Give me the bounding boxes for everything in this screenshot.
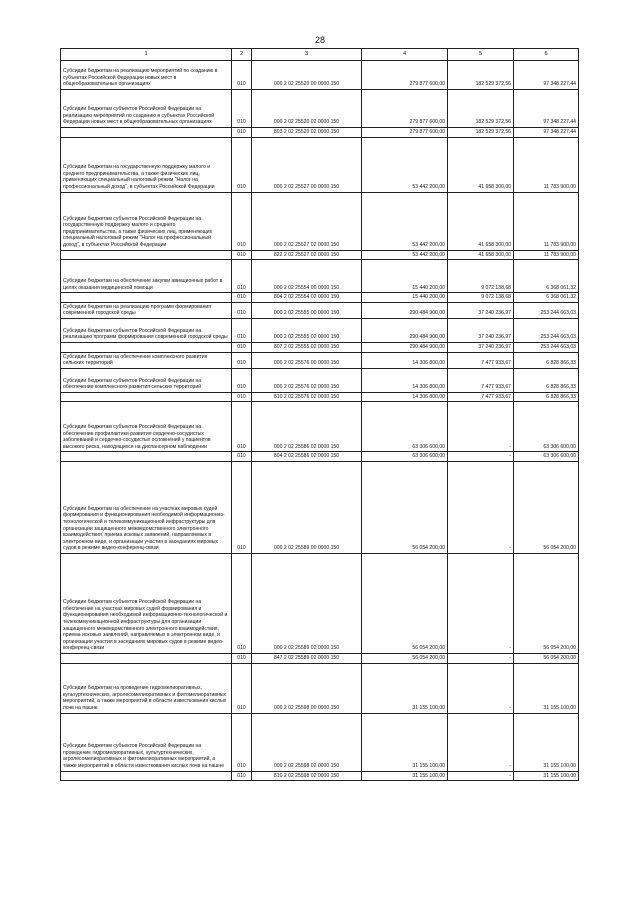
row-code: 804 2 02 25586 02 0000 150 bbox=[252, 452, 362, 462]
table-row bbox=[61, 250, 579, 260]
row-value-approved: 279 877 600,00 bbox=[362, 90, 448, 128]
table-row bbox=[61, 192, 579, 250]
column-header: 6 bbox=[514, 49, 579, 61]
row-chapter: 010 bbox=[232, 402, 252, 452]
row-value-executed: - bbox=[448, 771, 514, 781]
row-code: 000 2 02 25555 00 0000 150 bbox=[252, 302, 362, 318]
row-chapter: 010 bbox=[232, 319, 252, 343]
row-value-unexecuted: 6 828 866,33 bbox=[514, 368, 579, 392]
row-name: Субсидии бюджетам на проведение гидромелиоративных, культуртехнических, агролесомелиоративных и фитомелиоративных мероприятий, а также мероприятий в области известкования кислых почв на пашне bbox=[61, 663, 232, 713]
row-code: 000 2 02 25527 00 0000 150 bbox=[252, 137, 362, 192]
row-name: Субсидии бюджетам на реализацию мероприятий по созданию в субъектах Российской Федерации новых мест в общеобразовательных организациях bbox=[61, 61, 232, 90]
row-code: 847 2 02 25589 02 0000 150 bbox=[252, 654, 362, 664]
row-name: Субсидии бюджетам субъектов Российской Федерации на обеспечение профилактики развития сердечно-сосудистых заболеваний и сердечно-сосудистых осложнений у пациентов высокого риска, находящихся на диспансерном наблюдении bbox=[61, 402, 232, 452]
row-value-executed: 41 658 300,00 bbox=[448, 137, 514, 192]
row-value-unexecuted: 63 306 600,00 bbox=[514, 452, 579, 462]
row-code: 000 2 02 25555 02 0000 150 bbox=[252, 319, 362, 343]
header-row bbox=[61, 49, 579, 61]
row-value-unexecuted: 11 783 900,00 bbox=[514, 137, 579, 192]
row-name: Субсидии бюджетам на реализацию программ формирования современной городской среды bbox=[61, 302, 232, 318]
row-value-approved: 15 440 200,00 bbox=[362, 293, 448, 303]
row-value-unexecuted: 11 783 900,00 bbox=[514, 250, 579, 260]
row-value-executed: 7 477 933,67 bbox=[448, 352, 514, 368]
row-value-unexecuted: 63 306 600,00 bbox=[514, 402, 579, 452]
column-header: 3 bbox=[252, 49, 362, 61]
table-row bbox=[61, 713, 579, 771]
table-row bbox=[61, 402, 579, 452]
row-value-approved: 14 306 800,00 bbox=[362, 352, 448, 368]
row-code: 000 2 02 25554 00 0000 150 bbox=[252, 260, 362, 293]
row-value-unexecuted: 97 348 227,44 bbox=[514, 90, 579, 128]
row-code: 807 2 02 25555 02 0000 150 bbox=[252, 343, 362, 353]
row-value-unexecuted: 56 054 200,00 bbox=[514, 554, 579, 654]
row-name: Субсидии бюджетам на государственную поддержку малого и среднего предпринимательства, а также физических лиц, применяющих специальный налоговый режим "Налог на профессиональный доход", в субъектах Российской Федерации bbox=[61, 137, 232, 192]
row-code: 000 2 02 25598 02 0000 150 bbox=[252, 713, 362, 771]
row-name bbox=[61, 293, 232, 303]
row-value-executed: 7 477 933,67 bbox=[448, 392, 514, 402]
row-value-approved: 56 054 200,00 bbox=[362, 462, 448, 554]
row-value-unexecuted: 31 155 100,00 bbox=[514, 663, 579, 713]
row-value-executed: - bbox=[448, 554, 514, 654]
row-value-executed: 9 072 138,68 bbox=[448, 260, 514, 293]
row-value-unexecuted: 253 244 663,03 bbox=[514, 302, 579, 318]
row-value-executed: 37 240 236,97 bbox=[448, 343, 514, 353]
row-name bbox=[61, 250, 232, 260]
row-value-unexecuted: 6 828 866,33 bbox=[514, 392, 579, 402]
row-value-executed: 41 658 300,00 bbox=[448, 192, 514, 250]
row-chapter: 010 bbox=[232, 293, 252, 303]
row-code: 810 2 02 25598 02 0000 150 bbox=[252, 771, 362, 781]
row-chapter: 010 bbox=[232, 713, 252, 771]
row-name bbox=[61, 452, 232, 462]
row-value-approved: 53 442 200,00 bbox=[362, 137, 448, 192]
row-chapter: 010 bbox=[232, 554, 252, 654]
column-header: 4 bbox=[362, 49, 448, 61]
row-chapter: 010 bbox=[232, 452, 252, 462]
table-row bbox=[61, 368, 579, 392]
row-value-approved: 53 442 200,00 bbox=[362, 250, 448, 260]
table-row bbox=[61, 302, 579, 318]
table-row bbox=[61, 137, 579, 192]
table-row bbox=[61, 392, 579, 402]
row-name: Субсидии бюджетам субъектов Российской Федерации на государственную поддержку малого и среднего предпринимательства, а также физических лиц, применяющих специальный налоговый режим "Налог на профессиональный доход", в субъектах Российской Федерации bbox=[61, 192, 232, 250]
row-value-executed: - bbox=[448, 402, 514, 452]
row-code: 000 2 02 25598 00 0000 150 bbox=[252, 663, 362, 713]
row-name: Субсидии бюджетам на обеспечение комплексного развития сельских территорий bbox=[61, 352, 232, 368]
row-value-approved: 31 155 100,00 bbox=[362, 663, 448, 713]
row-code: 804 2 02 25554 02 0000 150 bbox=[252, 293, 362, 303]
column-header: 1 bbox=[61, 49, 232, 61]
row-value-executed: 182 529 372,56 bbox=[448, 61, 514, 90]
row-code: 000 2 02 25589 02 0000 150 bbox=[252, 554, 362, 654]
row-value-executed: - bbox=[448, 462, 514, 554]
row-chapter: 010 bbox=[232, 392, 252, 402]
row-name: Субсидии бюджетам субъектов Российской Федерации на реализацию мероприятий по созданию в субъектах Российской Федерации новых мест в общеобразовательных организациях bbox=[61, 90, 232, 128]
row-value-executed: 7 477 933,67 bbox=[448, 368, 514, 392]
row-code: 810 2 02 25576 02 0000 150 bbox=[252, 392, 362, 402]
row-code: 000 2 02 25520 02 0000 150 bbox=[252, 90, 362, 128]
row-value-unexecuted: 97 348 227,44 bbox=[514, 128, 579, 138]
row-value-executed: 41 658 300,00 bbox=[448, 250, 514, 260]
row-value-approved: 290 484 900,00 bbox=[362, 343, 448, 353]
row-name: Субсидии бюджетам на обеспечение на участках мировых судей формирования и функционирования необходимой информационно-технологической и телекоммуникационной инфраструктуры для организации защищенного межведомственного электронного взаимодействия, приема исковых заявлений, направляемых в электронном виде, и организации участия в заседаниях мировых судов в режиме видео-конференц-связи bbox=[61, 462, 232, 554]
row-chapter: 010 bbox=[232, 90, 252, 128]
row-chapter: 010 bbox=[232, 771, 252, 781]
row-value-executed: - bbox=[448, 663, 514, 713]
row-code: 000 2 02 25527 02 0000 150 bbox=[252, 192, 362, 250]
row-chapter: 010 bbox=[232, 663, 252, 713]
row-name bbox=[61, 128, 232, 138]
row-value-approved: 15 440 200,00 bbox=[362, 260, 448, 293]
row-chapter: 010 bbox=[232, 352, 252, 368]
table-row bbox=[61, 352, 579, 368]
row-name: Субсидии бюджетам субъектов Российской Федерации на обеспечение комплексного развития сельских территорий bbox=[61, 368, 232, 392]
row-value-executed: - bbox=[448, 654, 514, 664]
row-value-unexecuted: 6 828 866,33 bbox=[514, 352, 579, 368]
table-row bbox=[61, 293, 579, 303]
row-value-approved: 63 306 600,00 bbox=[362, 402, 448, 452]
table-row bbox=[61, 771, 579, 781]
row-value-approved: 290 484 900,00 bbox=[362, 302, 448, 318]
row-value-approved: 56 054 200,00 bbox=[362, 654, 448, 664]
row-code: 000 2 02 25586 02 0000 150 bbox=[252, 402, 362, 452]
row-value-unexecuted: 56 054 200,00 bbox=[514, 654, 579, 664]
row-value-unexecuted: 253 244 663,03 bbox=[514, 319, 579, 343]
column-header: 5 bbox=[448, 49, 514, 61]
row-name: Субсидии бюджетам субъектов Российской Федерации на проведение гидромелиоративных, культуртехнических, агролесомелиоративных и фитомелиоративных мероприятий, а также мероприятий в области известкования кислых почв на пашне bbox=[61, 713, 232, 771]
row-value-approved: 14 306 800,00 bbox=[362, 368, 448, 392]
row-value-approved: 56 054 200,00 bbox=[362, 554, 448, 654]
table-row bbox=[61, 343, 579, 353]
row-value-approved: 279 877 600,00 bbox=[362, 61, 448, 90]
table-row bbox=[61, 90, 579, 128]
row-value-approved: 63 306 600,00 bbox=[362, 452, 448, 462]
row-chapter: 010 bbox=[232, 462, 252, 554]
row-value-approved: 31 155 100,00 bbox=[362, 771, 448, 781]
row-chapter: 010 bbox=[232, 368, 252, 392]
row-value-unexecuted: 253 244 663,03 bbox=[514, 343, 579, 353]
row-name: Субсидии бюджетам на обеспечение закупки авиационных работ в целях оказания медицинской помощи bbox=[61, 260, 232, 293]
row-name bbox=[61, 343, 232, 353]
table-row bbox=[61, 61, 579, 90]
row-chapter: 010 bbox=[232, 137, 252, 192]
row-code: 000 2 02 25576 00 0000 150 bbox=[252, 352, 362, 368]
row-code: 000 2 02 25576 02 0000 150 bbox=[252, 368, 362, 392]
row-chapter: 010 bbox=[232, 250, 252, 260]
row-chapter: 010 bbox=[232, 128, 252, 138]
row-value-approved: 279 877 600,00 bbox=[362, 128, 448, 138]
row-value-unexecuted: 56 054 200,00 bbox=[514, 462, 579, 554]
row-chapter: 010 bbox=[232, 302, 252, 318]
row-value-approved: 14 306 800,00 bbox=[362, 392, 448, 402]
row-code: 822 2 02 25527 02 0000 150 bbox=[252, 250, 362, 260]
column-header: 2 bbox=[232, 49, 252, 61]
row-code: 803 2 02 25520 02 0000 150 bbox=[252, 128, 362, 138]
budget-table bbox=[60, 48, 579, 781]
row-value-executed: 182 529 372,56 bbox=[448, 128, 514, 138]
row-code: 000 2 02 25520 00 0000 150 bbox=[252, 61, 362, 90]
row-value-executed: - bbox=[448, 713, 514, 771]
row-value-unexecuted: 6 368 061,32 bbox=[514, 260, 579, 293]
table-row bbox=[61, 663, 579, 713]
row-code: 000 2 02 25589 00 0000 150 bbox=[252, 462, 362, 554]
table-row bbox=[61, 128, 579, 138]
row-name bbox=[61, 392, 232, 402]
row-name bbox=[61, 771, 232, 781]
row-name: Субсидии бюджетам субъектов Российской Федерации на обеспечение на участках мировых судей формирования и функционирования необходимой информационно-технологической и телекоммуникационной инфраструктуры для организации защищенного межведомственного электронного взаимодействия, приема исковых заявлений, направляемых в электронном виде, и организации участия в заседаниях мировых судов в режиме видео-конференц-связи bbox=[61, 554, 232, 654]
row-value-unexecuted: 31 155 100,00 bbox=[514, 713, 579, 771]
row-value-executed: 37 240 236,97 bbox=[448, 319, 514, 343]
row-value-executed: - bbox=[448, 452, 514, 462]
row-value-unexecuted: 31 155 100,00 bbox=[514, 771, 579, 781]
row-name bbox=[61, 654, 232, 664]
table-row bbox=[61, 260, 579, 293]
table-row bbox=[61, 452, 579, 462]
row-chapter: 010 bbox=[232, 654, 252, 664]
row-name: Субсидии бюджетам субъектов Российской Федерации на реализацию программ формирования современной городской среды bbox=[61, 319, 232, 343]
row-value-executed: 9 072 138,68 bbox=[448, 293, 514, 303]
row-value-unexecuted: 6 368 061,32 bbox=[514, 293, 579, 303]
table-row bbox=[61, 554, 579, 654]
page-number: 28 bbox=[314, 35, 325, 45]
table-row bbox=[61, 462, 579, 554]
row-value-unexecuted: 97 348 227,44 bbox=[514, 61, 579, 90]
row-value-unexecuted: 11 783 900,00 bbox=[514, 192, 579, 250]
row-value-approved: 31 155 100,00 bbox=[362, 713, 448, 771]
row-value-approved: 290 484 900,00 bbox=[362, 319, 448, 343]
table-row bbox=[61, 319, 579, 343]
row-chapter: 010 bbox=[232, 260, 252, 293]
row-value-executed: 37 240 236,97 bbox=[448, 302, 514, 318]
row-chapter: 010 bbox=[232, 343, 252, 353]
row-chapter: 010 bbox=[232, 192, 252, 250]
row-value-executed: 182 529 372,56 bbox=[448, 90, 514, 128]
row-value-approved: 53 442 200,00 bbox=[362, 192, 448, 250]
table-row bbox=[61, 654, 579, 664]
row-chapter: 010 bbox=[232, 61, 252, 90]
